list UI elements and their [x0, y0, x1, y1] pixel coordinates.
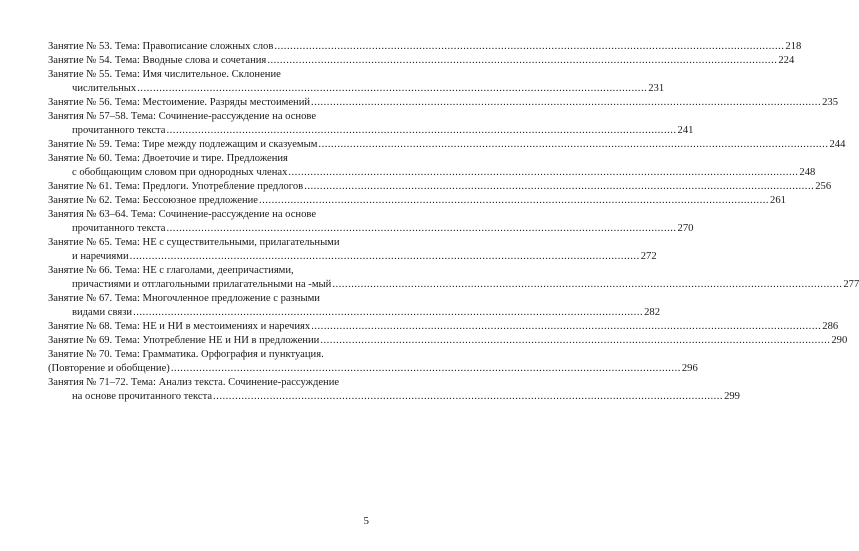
- toc-entry-text: причастиями и отглагольными прилагательными на -мый: [72, 279, 332, 290]
- toc-entry-page: 231: [648, 83, 665, 94]
- toc-entry-text: Занятия № 71–72. Тема: Анализ текста. Сочинение-рассуждение: [48, 377, 340, 388]
- toc-entry-page: 244: [829, 139, 846, 150]
- toc-entry-text: Занятие № 69. Тема: Употребление НЕ и НИ в предложении: [48, 335, 320, 346]
- toc-entry-page: 299: [724, 391, 740, 402]
- dot-leader: [130, 250, 640, 264]
- toc-entry-text: Занятие № 65. Тема: НЕ с существительными, прилагательными: [48, 237, 340, 248]
- toc-entry-text: прочитанного текста: [72, 125, 166, 136]
- dot-leader: [259, 194, 769, 208]
- toc-entry-text: Занятие № 67. Тема: Многочленное предложение с разными: [48, 293, 320, 304]
- toc-entry: [48, 292, 661, 320]
- toc-entry-continuation-line: [48, 82, 665, 96]
- toc-entry-continuation-line: [48, 166, 816, 180]
- toc-entry: [48, 110, 694, 138]
- toc-entry-page: 277: [843, 279, 859, 290]
- dot-leader: [311, 320, 821, 334]
- toc-entry-continuation-line: [48, 124, 694, 138]
- toc-entry: [48, 320, 839, 334]
- toc-entry-text: видами связи: [72, 307, 133, 318]
- toc-entry-page: 282: [644, 307, 661, 318]
- dot-leader: [267, 54, 777, 68]
- dot-leader: [137, 82, 647, 96]
- toc-entry-title-line: [48, 264, 348, 278]
- toc-entry-continuation-line: [48, 390, 740, 404]
- dot-leader: [213, 390, 723, 404]
- toc-entry-page: 256: [815, 181, 832, 192]
- page-number: 5: [363, 515, 369, 527]
- toc-entry-text: Занятие № 55. Тема: Имя числительное. Склонение: [48, 69, 281, 80]
- toc-entry-page: 235: [822, 97, 838, 108]
- toc-entry-continuation-line: [48, 222, 694, 236]
- toc-entry-page: 248: [799, 167, 816, 178]
- toc-entry-title-line: [48, 152, 348, 166]
- toc-entry-title-line: [48, 96, 838, 110]
- toc-entry-text: с обобщающим словом при однородных членах: [72, 167, 288, 178]
- toc-entry-page: 286: [822, 321, 839, 332]
- toc-entry-page: 241: [677, 125, 694, 136]
- toc-entry: [48, 180, 832, 194]
- dot-leader: [274, 40, 784, 54]
- toc-entry-text: числительных: [72, 83, 137, 94]
- toc-entry-text: Занятие № 61. Тема: Предлоги. Употребление предлогов: [48, 181, 304, 192]
- toc-entry-page: 218: [785, 41, 802, 52]
- toc-entry-text: Занятие № 70. Тема: Грамматика. Орфография и пунктуация.: [48, 349, 324, 360]
- dot-leader: [320, 334, 830, 348]
- toc-entry-text: (Повторение и обобщение): [48, 363, 170, 374]
- toc-entry: [48, 194, 786, 208]
- toc-entry-title-line: [48, 348, 348, 362]
- table-of-contents: [48, 40, 859, 404]
- toc-entry-text: Занятие № 60. Тема: Двоеточие и тире. Предложения: [48, 153, 288, 164]
- dot-leader: [167, 124, 677, 138]
- dot-leader: [332, 278, 842, 292]
- toc-entry-page: 290: [831, 335, 848, 346]
- toc-entry-text: Занятие № 54. Тема: Вводные слова и сочетания: [48, 55, 267, 66]
- toc-entry-text: Занятия № 63–64. Тема: Сочинение-рассуждение на основе: [48, 209, 317, 220]
- toc-entry: [48, 376, 740, 404]
- toc-entry: [48, 236, 657, 264]
- toc-entry: [48, 264, 859, 292]
- toc-entry: [48, 334, 848, 348]
- toc-entry: [48, 348, 698, 376]
- toc-entry-text: Занятие № 53. Тема: Правописание сложных слов: [48, 41, 274, 52]
- dot-leader: [311, 96, 821, 110]
- dot-leader: [288, 166, 798, 180]
- toc-entry-title-line: [48, 334, 848, 348]
- toc-entry-text: прочитанного текста: [72, 223, 166, 234]
- toc-entry-title-line: [48, 208, 348, 222]
- toc-entry-text: Занятие № 68. Тема: НЕ и НИ в местоимениях и наречиях: [48, 321, 311, 332]
- toc-entry-title-line: [48, 292, 348, 306]
- toc-entry: [48, 68, 665, 96]
- toc-entry-title-line: [48, 376, 348, 390]
- toc-entry: [48, 40, 802, 54]
- dot-leader: [171, 362, 681, 376]
- toc-entry-continuation-line: [48, 278, 859, 292]
- toc-entry-page: 272: [640, 251, 657, 262]
- toc-entry-continuation-line: [48, 250, 657, 264]
- toc-entry-page: 261: [770, 195, 786, 206]
- toc-entry-title-line: [48, 110, 348, 124]
- toc-entry-title-line: [48, 54, 795, 68]
- toc-entry: [48, 54, 795, 68]
- toc-entry-title-line: [48, 68, 348, 82]
- toc-entry-title-line: [48, 194, 786, 208]
- dot-leader: [167, 222, 677, 236]
- toc-entry: [48, 96, 838, 110]
- toc-entry-text: Занятие № 62. Тема: Бессоюзное предложение: [48, 195, 258, 206]
- toc-entry-continuation-line: [48, 362, 698, 376]
- toc-entry-text: на основе прочитанного текста: [72, 391, 213, 402]
- toc-entry-title-line: [48, 180, 832, 194]
- dot-leader: [318, 138, 828, 152]
- toc-entry-title-line: [48, 320, 839, 334]
- toc-entry-page: 224: [778, 55, 795, 66]
- dot-leader: [133, 306, 643, 320]
- toc-entry-text: Занятие № 66. Тема: НЕ с глаголами, деепричастиями,: [48, 265, 294, 276]
- toc-entry-page: 270: [677, 223, 694, 234]
- toc-entry-title-line: [48, 40, 802, 54]
- toc-entry-text: Занятие № 59. Тема: Тире между подлежащим и сказуемым: [48, 139, 318, 150]
- toc-entry: [48, 138, 846, 152]
- toc-entry: [48, 208, 694, 236]
- toc-entry-text: Занятия № 57–58. Тема: Сочинение-рассуждение на основе: [48, 111, 317, 122]
- toc-entry-text: и наречиями: [72, 251, 129, 262]
- toc-entry-title-line: [48, 138, 846, 152]
- toc-entry-text: Занятие № 56. Тема: Местоимение. Разряды местоимений: [48, 97, 311, 108]
- toc-entry-title-line: [48, 236, 348, 250]
- dot-leader: [304, 180, 814, 194]
- toc-entry: [48, 152, 816, 180]
- toc-entry-page: 296: [681, 363, 698, 374]
- toc-entry-continuation-line: [48, 306, 661, 320]
